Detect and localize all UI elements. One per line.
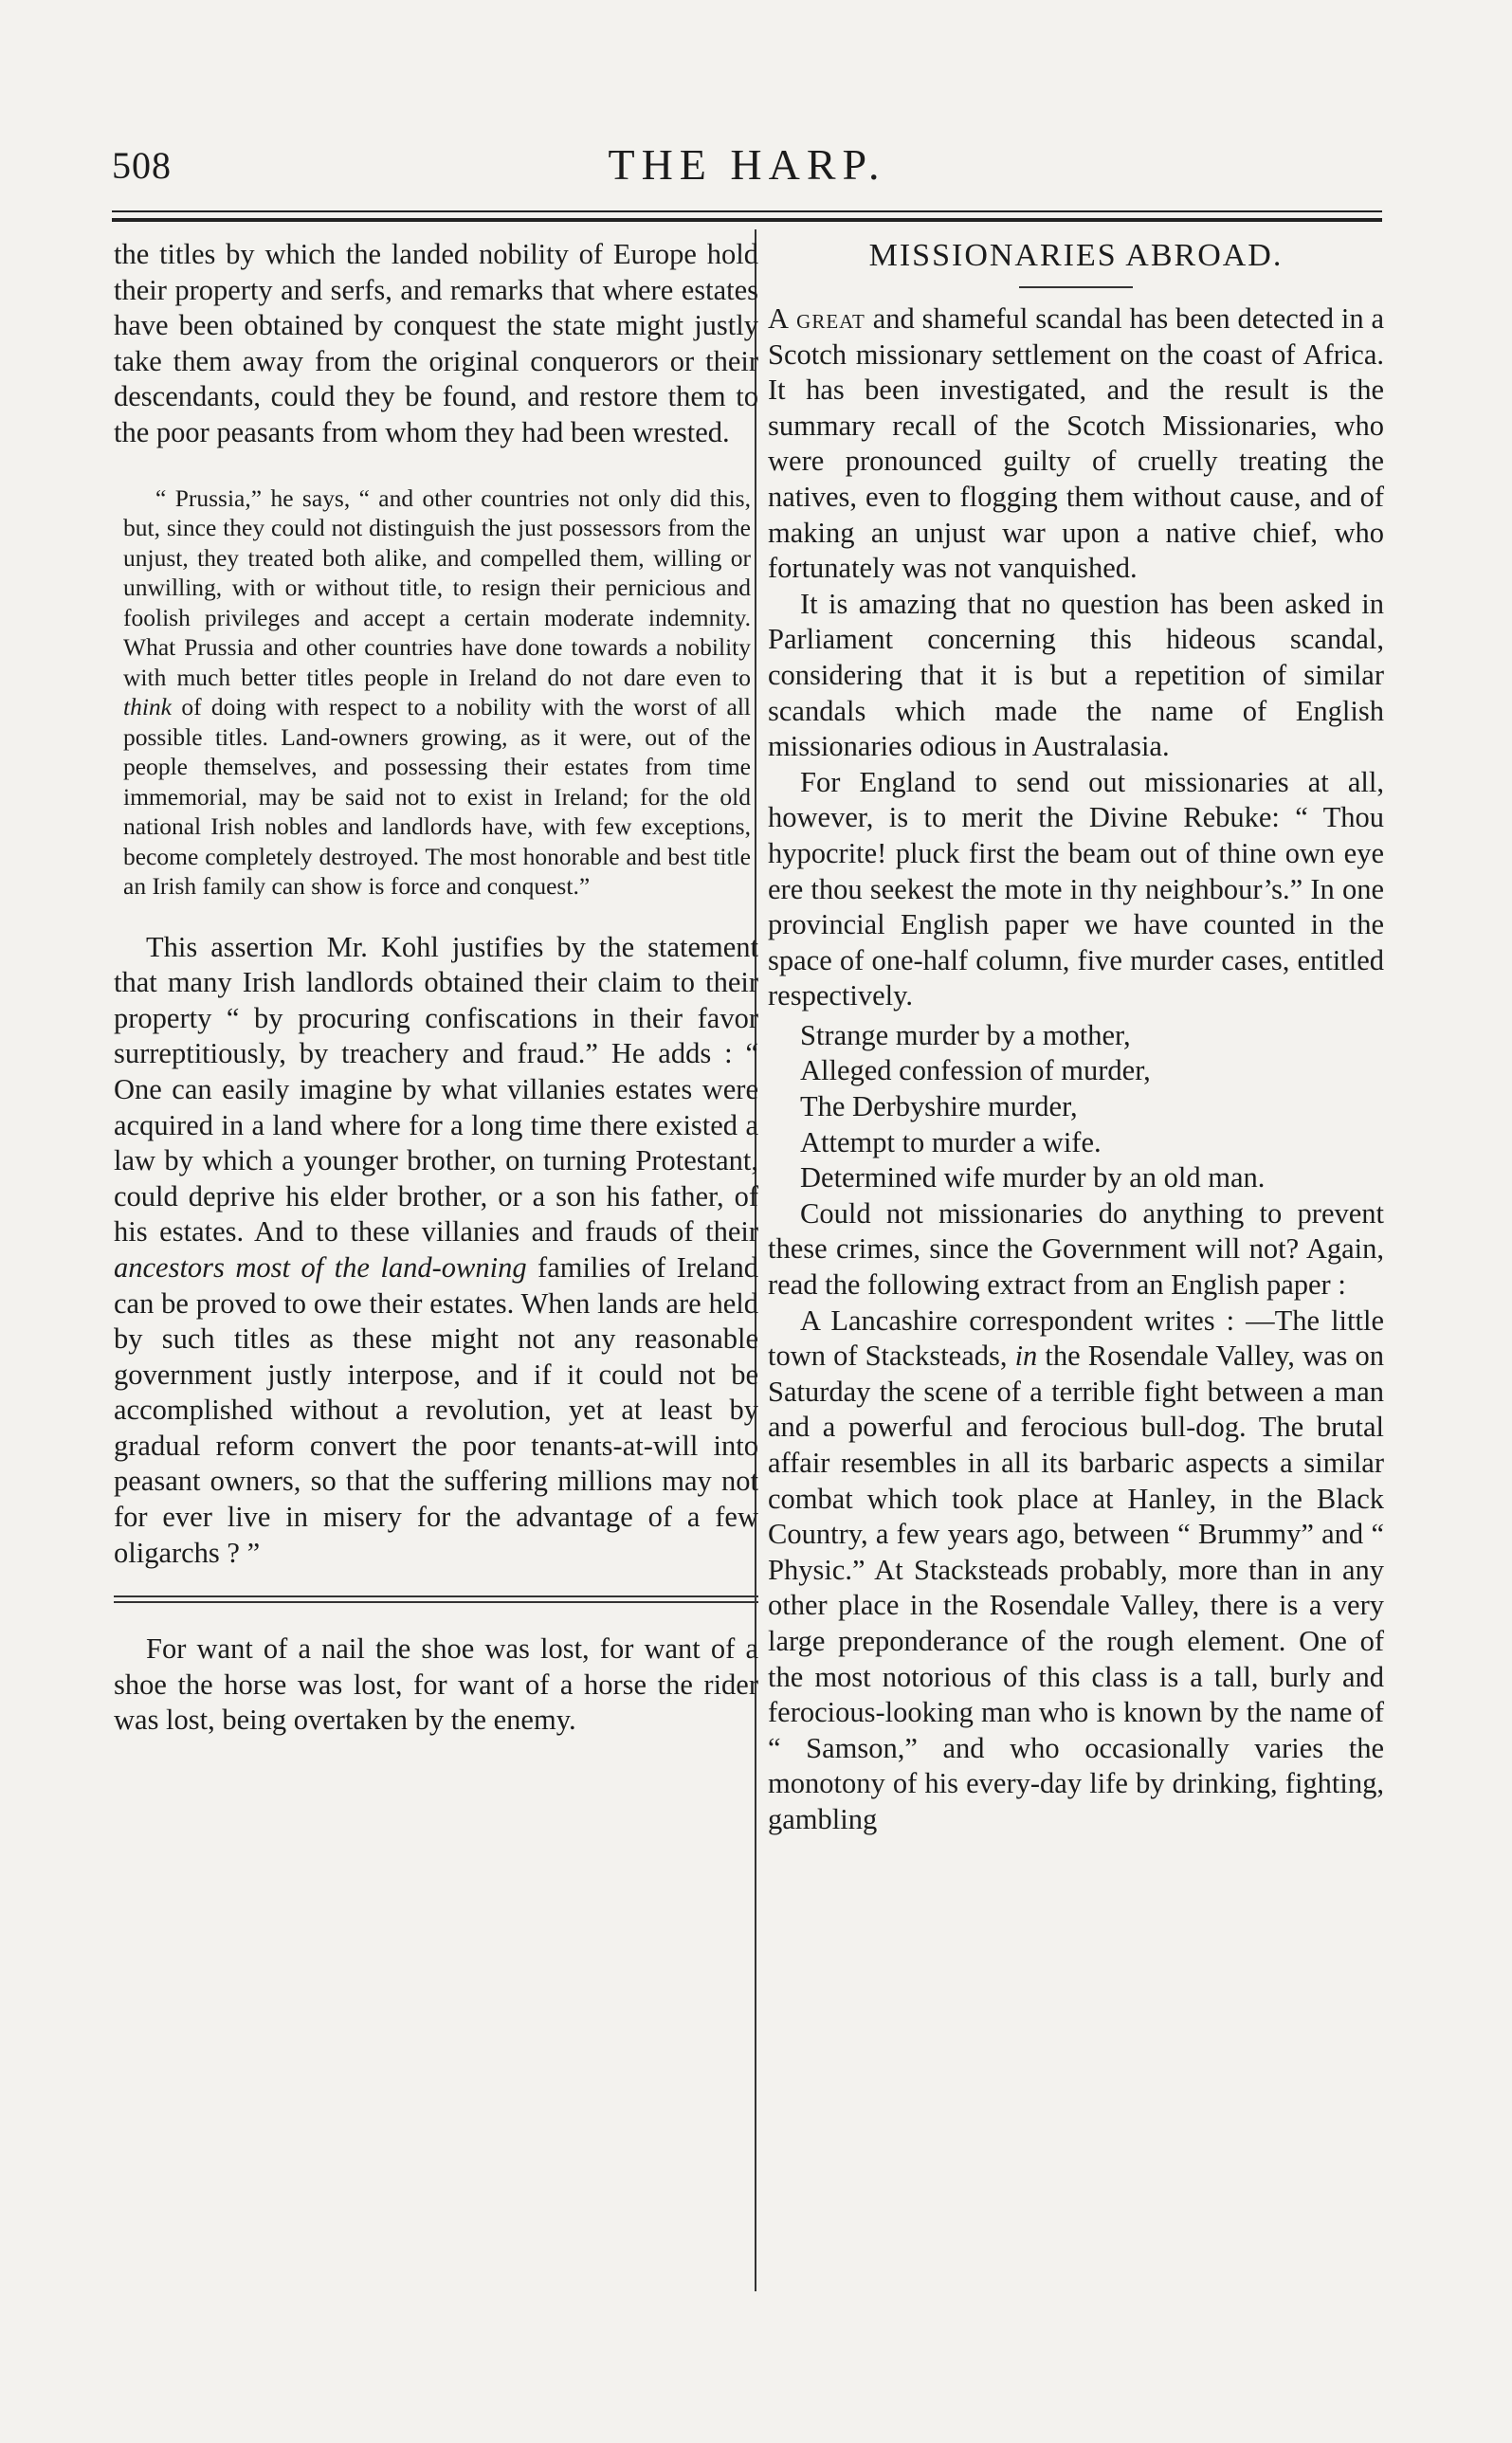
headline-item: The Derbyshire murder, (800, 1090, 1078, 1123)
section-divider-top (114, 1595, 758, 1597)
right-paragraph-5-text-1: A Lancashire correspondent writes : —The little town of Stacksteads, (768, 1304, 1384, 1373)
quote-text-2: of doing with respect to a nobility with the worst of all possible titles. Land-owners growing, as it were, out of the people themselves, and possessing their estates from time immemorial, may be said not to exist in Ireland; for the old national Irish nobles and landlords have, with few exceptions, become completely destroyed. The most honorable and best title an Irish family can show is force and conquest.” (123, 693, 751, 901)
page-header (112, 137, 1382, 204)
headline-item-last: Determined wife murder by an old man. (800, 1161, 1266, 1194)
left-column (114, 237, 758, 1739)
headline-item: Attempt to murder a wife. (800, 1125, 1102, 1158)
right-column (768, 237, 1384, 1838)
quote-emphasis: think (123, 693, 172, 721)
section-title: MISSIONARIES ABROAD. (868, 238, 1284, 273)
headline-list (800, 1018, 1384, 1160)
left-paragraph-2-text-2: families of Ireland can be proved to owe their estates. When lands are held by such titles as these might not any reasonable government justly interpose, and if it could not be accomplished without a revolution, yet at least by gradual reform convert the poor tenants-at-will into peasant owners, so that the suffering millions may not for ever live in misery for the advantage of a few oligarchs ? ” (114, 1250, 758, 1569)
right-paragraph-2: It is amazing that no question has been asked in Parliament concerning this hideous scandal, considering that it is but a repetition of similar scandals which made the name of English missionaries odious in Australasia. (768, 587, 1384, 763)
right-paragraph-5-text-2: the Rosendale Valley, was on Saturday the scene of a terrible fight between a man and a powerful and ferocious bull-dog. The brutal affair resembles in all its barbaric aspects a similar combat which took place at Hanley, in the Black Country, a few years ago, between “ Brummy” and “ Physic.” At Stacksteads probably, more than in any other place in the Rosendale Valley, there is a very large preponderance of the rough element. One of the most notorious of this class is a tall, burly and ferocious-looking man who is known by the name of “ Samson,” and who occasionally varies the monotony of his every-day life by drinking, fighting, gambling (768, 1340, 1384, 1835)
proverb-paragraph: For want of a nail the shoe was lost, for want of a shoe the horse was lost, for want of a horse the rider was lost, being overtaken by the enemy. (114, 1632, 758, 1737)
header-rule-thin (112, 210, 1382, 212)
running-title: THE HARP. (608, 140, 886, 189)
headline-item: Alleged confession of murder, (800, 1054, 1151, 1087)
left-paragraph-1: the titles by which the landed nobility of Europe hold their property and serfs, and remarks that where estates have been obtained by conquest the state might justly take them away from the original conquerors or their descendants, could they be found, and restore them to the poor peasants from whom they had been wrested. (114, 238, 758, 448)
left-paragraph-2-text-1: This assertion Mr. Kohl justifies by the statement that many Irish landlords obtained their claim to their property “ by procuring confiscations in their favor surreptitiously, by treachery and fraud.” He adds : “ One can easily imagine by what villanies estates were acquired in a land where for a long time there existed a law by which a younger brother, on turning Protestant, could deprive his elder brother, or a son his father, of his estates. And to these villanies and frauds of their (114, 930, 758, 1249)
right-paragraph-1 (768, 301, 1384, 587)
right-paragraph-1-text: and shameful scandal has been detected in a Scotch missionary settlement on the coast of Africa. It has been investigated, and the result is the summary recall of the Scotch Missionaries, who were pronounced guilty of cruelly treating the natives, even to flogging them without cause, and of making an unjust war upon a native chief, who fortunately was not vanquished. (768, 302, 1384, 585)
block-quote (123, 483, 751, 902)
page-number: 508 (112, 144, 172, 187)
header-rule-thick (112, 218, 1382, 222)
left-paragraph-2 (114, 930, 758, 1572)
right-paragraph-5-emphasis: in (1014, 1340, 1038, 1373)
right-paragraph-5 (768, 1304, 1384, 1838)
lead-words: A great (768, 302, 865, 335)
headline-item: Strange murder by a mother, (800, 1018, 1131, 1051)
right-paragraph-4: Could not missionaries do anything to prevent these crimes, since the Government will not? Again, read the following extract from an English paper : (768, 1196, 1384, 1302)
left-paragraph-2-emphasis: ancestors most of the land-owning (114, 1250, 527, 1284)
section-divider-bottom (114, 1601, 758, 1603)
quote-text-1: “ Prussia,” he says, “ and other countries not only did this, but, since they could not distinguish the just possessors from the unjust, they treated both alike, and compelled them, willing or unwilling, with or without title, to resign their pernicious and foolish privileges and accept a certain moderate indemnity. What Prussia and other countries have done towards a nobility with much better titles people in Ireland do not dare even to (123, 483, 751, 691)
right-paragraph-3: For England to send out missionaries at all, however, is to merit the Divine Rebuke: “ Thou hypocrite! pluck first the beam out of thine own eye ere thou seekest the mote in thy neighbour’s.” In one provincial English paper we have counted in the space of one-half column, five murder cases, entitled respectively. (768, 765, 1384, 1012)
title-rule (1019, 286, 1133, 288)
